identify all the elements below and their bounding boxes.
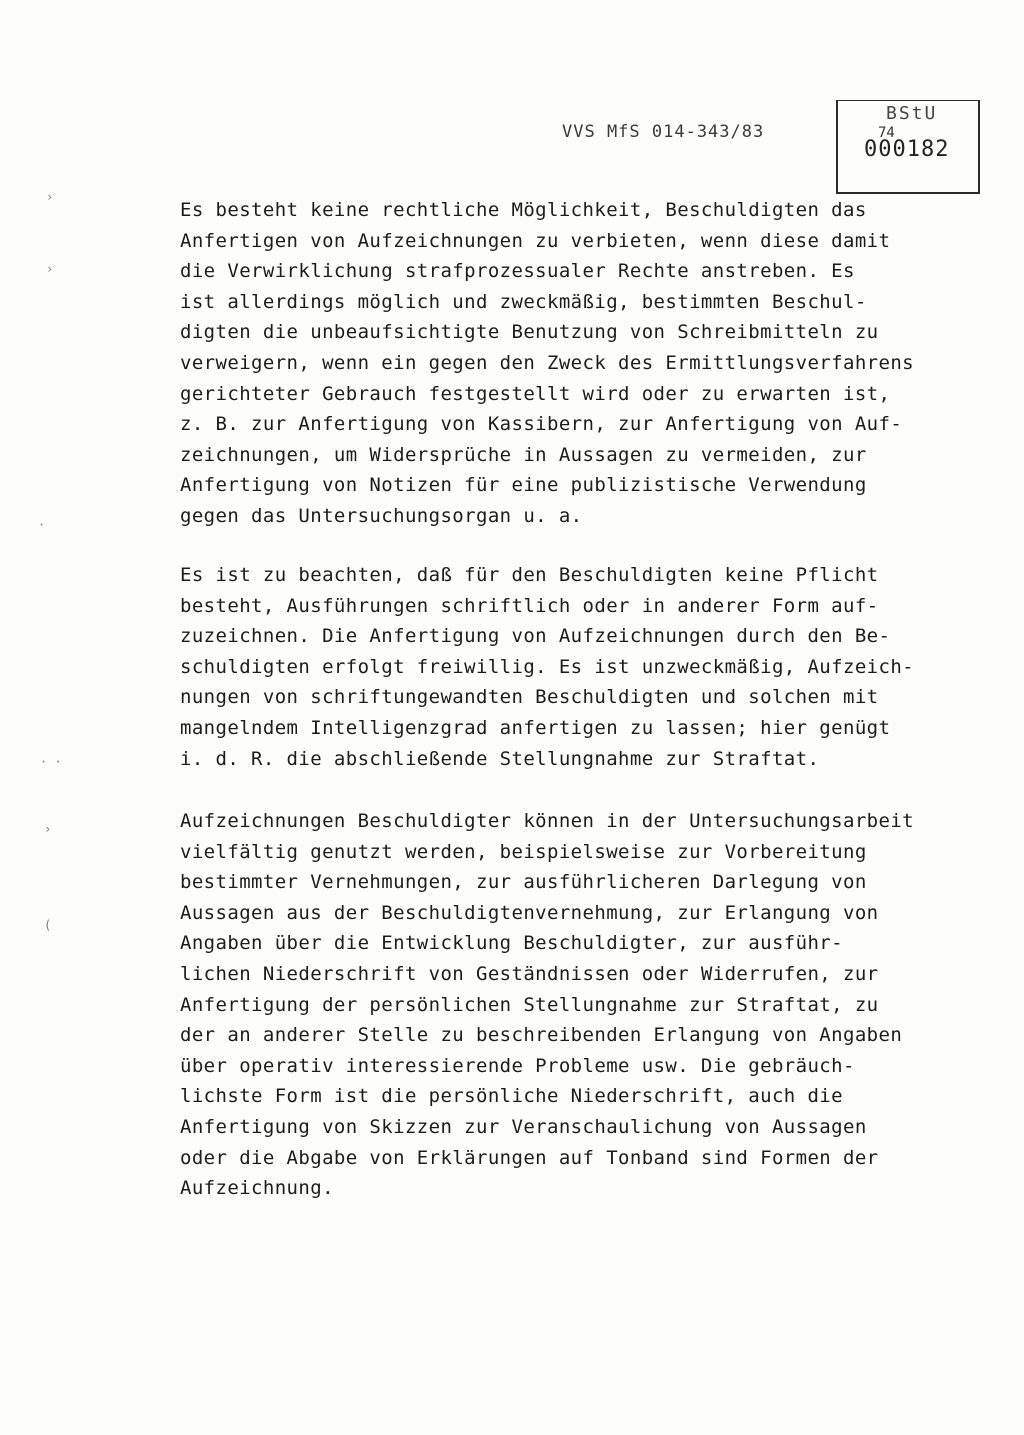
paragraph-3: Aufzeichnungen Beschuldigter können in der Untersuchungsarbeit vielfältig genutzt werden, beispielsweise zur Vorbereitung bestimmter Vernehmungen, zur ausführlicheren Darlegung von Aussagen aus der Beschuldigtenvernehmung, zur Erlangung von Angaben über die Entwicklung Beschuldigter, zur ausführ- lichen Niederschrift von Geständnissen oder Widerrufen, zur Anfertigung der persönlichen Stellungnahme zur Straftat, zu der an anderer Stelle zu beschreibenden Erlangung von Angaben über operativ interessierende Probleme usw. Die gebräuch- lichste Form ist die persönliche Niederschrift, auch die Anfertigung von Skizzen zur Veranschaulichung von Aussagen oder die Abgabe von Erklärungen auf Tonband sind Formen der Aufzeichnung. — [180, 810, 915, 1200]
paragraph-1: Es besteht keine rechtliche Möglichkeit, Beschuldigten das Anfertigen von Aufzeichnungen zu verbieten, wenn diese damit die Verwirklichung strafprozessualer Rechte anstreben. Es ist allerdings möglich und zweckmäßig, bestimmten Beschul- digten die unbeaufsichtigte Benutzung von Schreibmitteln zu verweigern, wenn ein gegen den Zweck des Ermittlungsverfahrens gerichteter Gebrauch festgestellt wird oder zu erwarten ist, z. B. zur Anfertigung von Kassibern, zur Anfertigung von Auf- zeichnungen, um Widersprüche in Aussagen zu vermeiden, zur Anfertigung von Notizen für eine publizistische Verwendung gegen das Untersuchungsorgan u. a. — [180, 199, 915, 527]
archive-stamp — [836, 100, 980, 194]
stamp-document-number: 000182 — [864, 137, 950, 162]
document-reference: VVS MfS 014-343/83 — [562, 122, 765, 142]
margin-speck: ( — [44, 918, 52, 932]
margin-speck: › — [44, 822, 52, 836]
paragraph-2: Es ist zu beachten, daß für den Beschuldigten keine Pflicht besteht, Ausführungen schriftlich oder in anderer Form auf- zuzeichnen. Die Anfertigung von Aufzeichnungen durch den Be- schuldigten erfolgt freiwillig. Es ist unzweckmäßig, Aufzeich- nungen von schriftungewandten Beschuldigten und solchen mit mangelndem Intelligenzgrad anfertigen zu lassen; hier genügt i. d. R. die abschließende Stellungnahme zur Straftat. — [180, 564, 915, 770]
margin-speck: › — [46, 190, 54, 204]
stamp-page-number: 74 — [878, 125, 895, 141]
margin-speck: · — [38, 518, 46, 532]
margin-speck: › — [46, 262, 54, 276]
stamp-archive-mark: BStU — [886, 103, 938, 124]
margin-speck: · · — [40, 755, 62, 769]
